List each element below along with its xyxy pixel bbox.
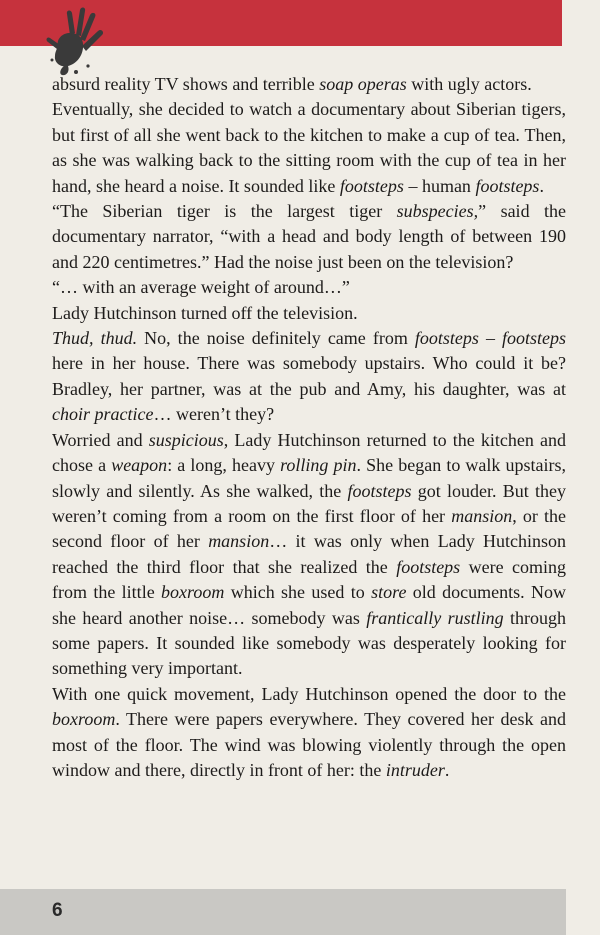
text-run: which she used to [224,582,372,603]
text-run: … weren’t they? [153,404,275,425]
paragraph [52,97,566,199]
text-run: , Lady Hutchinson returned to the kitchen and chose a [52,429,566,476]
top-band-corner [562,0,600,48]
paragraph [52,72,566,97]
italic-term: boxroom [161,582,225,603]
text-run: absurd reality TV shows and terrible [52,74,320,94]
text-run: With one quick movement, Lady Hutchinson opened the door to the [52,683,566,704]
text-run: . [444,759,450,780]
page-number: 6 [52,900,63,921]
italic-term: mansion [451,505,513,526]
text-run: – human [403,175,476,196]
text-run: . There were papers everywhere. They covered her desk and most of the floor. The wind was blowing violently through the open window and there, directly in front of her: the [52,709,566,780]
italic-term: footsteps [347,480,412,501]
italic-term: suspicious [148,429,224,450]
italic-term: store [371,582,407,603]
paragraph [52,682,566,784]
italic-term: footsteps [396,556,461,577]
paragraph [52,301,566,326]
text-run: , or the second floor of her [52,505,567,552]
italic-term: Thud, thud. [52,328,138,349]
story-text [52,72,566,783]
paragraph [52,275,566,300]
italic-term: footsteps [339,175,404,196]
text-run: Worried and [52,429,149,450]
italic-term: soap operas [319,74,407,94]
italic-term: intruder [385,759,445,780]
text-run: old documents. Now she heard another noise… somebody was [52,582,566,628]
text-run: here in her house. There was somebody upstairs. Who could it be? Bradley, her partner, was at the pub and Amy, his daughter, was at [52,353,566,399]
text-run: with ugly actors. [406,74,532,94]
italic-term: boxroom [52,709,116,730]
paragraph [52,199,566,275]
text-run: through some papers. It sounded like somebody was desperately looking for something very important. [52,607,566,679]
text-run: Lady Hutchinson turned off the television. [52,302,358,323]
italic-term: weapon [111,455,168,476]
italic-term: rolling pin [280,455,357,476]
italic-term: footsteps [475,175,540,196]
footer-band [0,889,566,935]
handprint-icon [40,2,120,78]
text-run: ” said the documentary narrator, “with a head and body length of between 190 and 220 centimetres.” Had the noise just been on the television? [52,201,566,272]
text-run: got louder. But they weren’t coming from a room on the first floor of her [52,480,566,526]
text-run: . [539,175,544,196]
text-run: “… with an average weight of around…” [52,277,350,298]
text-run: Eventually, she decided to watch a documentary about Siberian tigers, but first of all she went back to the kitchen to make a cup of tea. Then, as she was walking back to the sitting room with the cup of tea in her hand, she heard a noise. It sounded like [52,99,566,196]
text-run: No, the noise definitely came from [137,328,415,349]
paragraph [52,428,566,682]
italic-term: mansion [208,531,270,552]
paragraph [52,326,566,428]
text-run: : a long, heavy [167,455,281,476]
text-run: “The Siberian tiger is the largest tiger [52,201,397,222]
text-run: . She began to walk upstairs, slowly and silently. As she walked, the [52,455,567,501]
italic-term: subspecies, [396,201,479,222]
italic-term: footsteps – footsteps [414,328,567,349]
text-run: were coming from the little [52,556,566,603]
italic-term: frantically rustling [366,607,504,628]
text-run: … it was only when Lady Hutchinson reached the third floor that she realized the [52,531,567,577]
italic-term: choir practice [52,404,154,425]
